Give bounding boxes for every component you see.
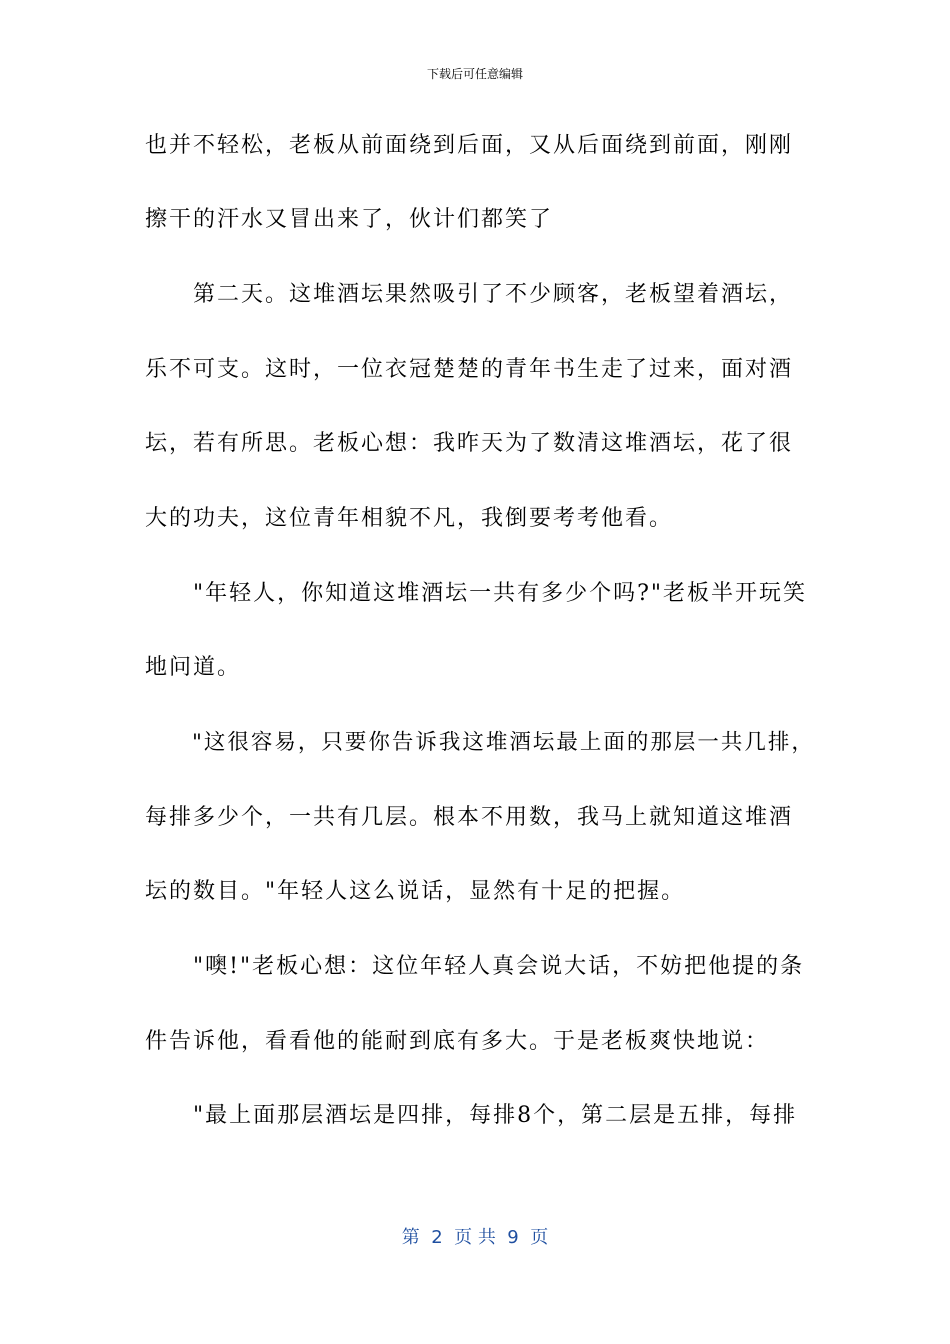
text-line: "噢!"老板心想：这位年轻人真会说大话，不妨把他提的条 [145, 954, 805, 979]
page-number-footer [0, 1226, 950, 1250]
text-line: 件告诉他，看看他的能耐到底有多大。于是老板爽快地说： [145, 1029, 770, 1054]
text-line: 坛的数目。"年轻人这么说话，显然有十足的把握。 [145, 879, 686, 904]
text-line: "年轻人，你知道这堆酒坛一共有多少个吗?"老板半开玩笑 [145, 581, 808, 606]
text-line: 大的功夫，这位青年相貌不凡，我倒要考考他看。 [145, 506, 674, 531]
text-line: 地问道。 [145, 655, 242, 680]
text-line: "最上面那层酒坛是四排，每排8个，第二层是五排，每排 [145, 1103, 798, 1128]
text-line: 擦干的汗水又冒出来了，伙计们都笑了 [145, 207, 554, 232]
text-line: 坛，若有所思。老板心想：我昨天为了数清这堆酒坛，花了很 [145, 431, 794, 456]
text-line: 乐不可支。这时，一位衣冠楚楚的青年书生走了过来，面对酒 [145, 357, 794, 382]
page-number-text: 第 2 页 共 9 页 [401, 1227, 549, 1248]
text-line: "这很容易，只要你告诉我这堆酒坛最上面的那层一共几排， [145, 730, 815, 755]
text-line: 第二天。这堆酒坛果然吸引了不少顾客，老板望着酒坛， [145, 282, 794, 307]
page-header: 下载后可任意编辑 [426, 67, 523, 81]
text-line: 也并不轻松，老板从前面绕到后面，又从后面绕到前面，刚刚 [145, 133, 794, 158]
text-line: 每排多少个，一共有几层。根本不用数，我马上就知道这堆酒 [145, 805, 794, 830]
